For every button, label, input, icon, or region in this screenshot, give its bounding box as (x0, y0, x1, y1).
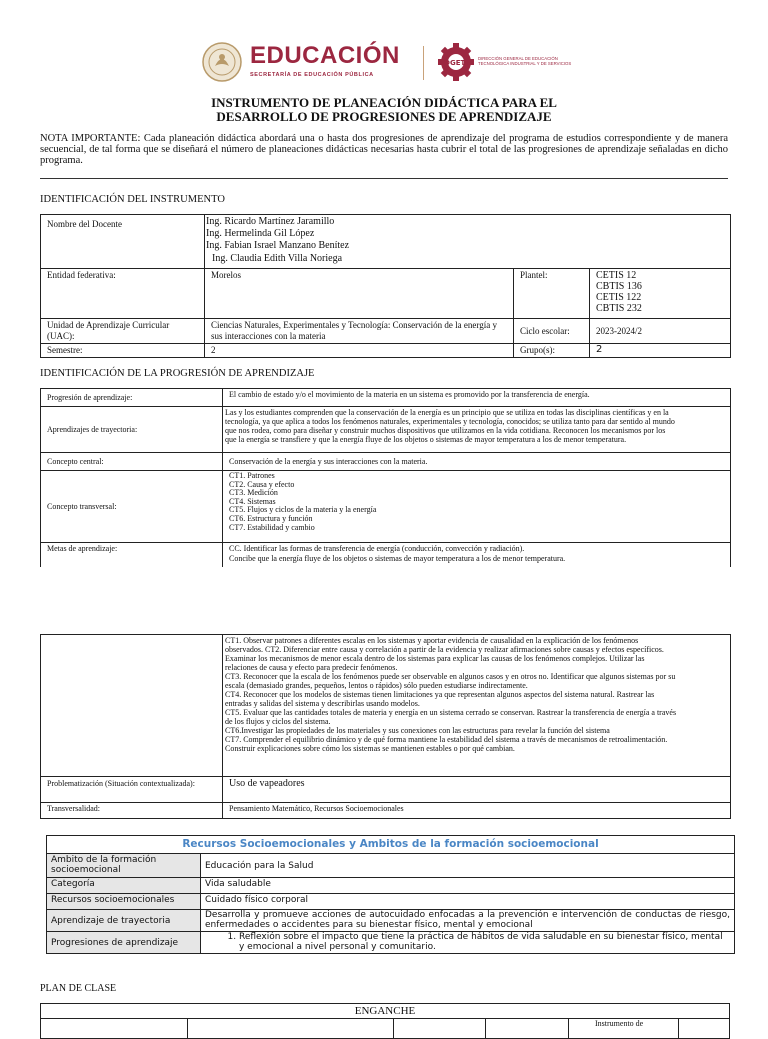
socio-progresiones-value (201, 932, 735, 954)
gear-text: DGETI (444, 59, 468, 67)
title-line1: INSTRUMENTO DE PLANEACIÓN DIDÁCTICA PARA EL (211, 95, 557, 110)
metas-label: Metas de aprendizaje: (41, 543, 223, 567)
ciclo-label: Ciclo escolar: (514, 319, 590, 344)
transversal-item: CT1. Patrones (229, 471, 275, 480)
semestre-value: 2 (205, 344, 514, 358)
brand-name: EDUCACIÓN (250, 42, 400, 69)
plantel-item: CETIS 122 (596, 292, 642, 303)
socio-ambito-value: Educación para la Salud (201, 854, 735, 878)
plan-cell (41, 1019, 188, 1039)
transversal-item: CT4. Sistemas (229, 496, 276, 506)
national-seal-icon (202, 42, 242, 82)
transversal-value (223, 471, 731, 543)
grupo-value: 2 (590, 344, 731, 358)
metas-cont-line: relaciones de causa y efecto para predecir fenómenos. (225, 663, 398, 672)
plan-label: PLAN DE CLASE (40, 983, 117, 994)
trayectoria-line: que nos rodea, como para diseñar y construir muchos dispositivos que utilizamos en la vida cotidiana. Reconocen los mecanismos por los (225, 426, 666, 435)
dgeti-gear-icon (438, 42, 474, 82)
socio-trayectoria-label: Aprendizaje de trayectoria (47, 910, 201, 932)
plantel-label: Plantel: (514, 269, 590, 319)
dgeti-line1: DIRECCIÓN GENERAL DE EDUCACIÓN (478, 56, 558, 61)
transversal-label: Concepto transversal: (41, 471, 223, 543)
plan-cell (188, 1019, 394, 1039)
docente-name: Ing. Fabian Israel Manzano Benítez (206, 240, 350, 251)
uac-label: Unidad de Aprendizaje Curricular (UAC): (41, 319, 205, 344)
plan-table (40, 1003, 730, 1039)
docente-name: Ing. Hermelinda Gil López (206, 228, 315, 239)
plantel-item: CETIS 12 (596, 270, 637, 281)
metas-cont-line: CT6.Investigar las propiedades de los materiales y sus conexiones con las estructuras para revelar la función del sistema (225, 726, 610, 735)
identification-table (40, 214, 731, 358)
divider (40, 178, 728, 179)
metas-cont-line: CT1. Observar patrones a diferentes escalas en los sistemas y aportar evidencia de causalidad en la explicación de los fenómenos (225, 636, 639, 645)
socioemotional-table (46, 835, 735, 954)
grupo-label: Grupo(s): (514, 344, 590, 358)
page-title (0, 96, 768, 124)
problem-value: Uso de vapeadores (223, 777, 731, 803)
ciclo-value: 2023-2024/2 (590, 319, 731, 344)
central-label: Concepto central: (41, 453, 223, 471)
metas-item: CC. Identificar las formas de transferencia de energía (conducción, convección y radiación). (229, 544, 525, 553)
transversal-item: CT7. Estabilidad y cambio (229, 522, 315, 532)
title-line2: DESARROLLO DE PROGRESIONES DE APRENDIZAJE (216, 109, 552, 124)
socio-progresion-item: 1. Reflexión sobre el impacto que tiene la práctica de hábitos de vida saludable en su bienestar físico, mental y emocional a nivel personal y comunitario. (239, 933, 730, 952)
enganche-header: ENGANCHE (41, 1004, 730, 1019)
trayectoria-line: que la energía se transfiere y que la energía fluye de los objetos o sistemas de mayor temperatura a los de menor temperatura. (225, 435, 627, 444)
metas-cont-line: CT4. Reconocer que los modelos de sistemas tienen limitaciones ya que representan algunos aspectos del sistema natural. Rastrear las (225, 690, 655, 699)
trayectoria-label: Aprendizajes de trayectoria: (41, 407, 223, 453)
logo-divider (423, 46, 424, 80)
transversal-item: CT6. Estructura y función (229, 513, 313, 523)
section-progression: IDENTIFICACIÓN DE LA PROGRESIÓN DE APRENDIZAJE (40, 368, 315, 379)
metas-value (223, 543, 731, 567)
metas-cont-line: observados. CT2. Diferenciar entre causa y correlación a partir de la evidencia y realizar afirmaciones sobre causas y efectos específicos. (225, 645, 664, 654)
socio-categoria-label: Categoría (47, 878, 201, 894)
header-logos (200, 40, 580, 88)
instrumento-label: Instrumento de (569, 1019, 679, 1039)
metas-continuation (223, 635, 731, 777)
entidad-value: Morelos (205, 269, 514, 319)
entidad-label: Entidad federativa: (41, 269, 205, 319)
metas-cont-line: entradas y salidas del sistema y describirlas usando modelos. (225, 699, 420, 708)
brand-subtitle: SECRETARÍA DE EDUCACIÓN PÚBLICA (250, 72, 374, 78)
trayectoria-line: tecnología, ya que aplica a todos los fenómenos naturales, experimentales y tecnología, conocidos; se utiliza tanto para dar sentido al mundo (225, 417, 675, 426)
plantel-item: CBTIS 136 (596, 281, 642, 292)
plan-cell (394, 1019, 486, 1039)
empty-cell (41, 635, 223, 777)
transversal-item: CT5. Flujos y ciclos de la materia y la energía (229, 505, 377, 515)
socio-categoria-value: Vida saludable (201, 878, 735, 894)
docente-name: Ing. Ricardo Martínez Jaramillo (206, 216, 335, 227)
progresion-value: El cambio de estado y/o el movimiento de la materia en un sistema es promovido por la transferencia de energía. (223, 389, 731, 407)
socio-trayectoria-value: Desarrolla y promueve acciones de autocuidado enfocadas a la prevención e intervención de conductas de riesgo, enfermedades o accidentes para su bienestar físico, mental y emocional (201, 910, 735, 932)
socio-progresiones-label: Progresiones de aprendizaje (47, 932, 201, 954)
transv-label: Transversalidad: (41, 803, 223, 819)
metas-cont-line: Examinar los mecanismos de menor escala dentro de los sistemas para explicar las causas de los fenómenos complejos. Utilizar las (225, 654, 645, 663)
socio-progresiones-list (205, 933, 730, 952)
metas-cont-line: Construir explicaciones sobre cómo los sistemas se mantienen estables o por qué cambian. (225, 744, 515, 753)
plantel-item: CBTIS 232 (596, 303, 642, 314)
socio-title: Recursos Socioemocionales y Ambitos de la formación socioemocional (47, 836, 735, 854)
dgeti-line2: TECNOLÓGICA INDUSTRIAL Y DE SERVICIOS (478, 61, 572, 66)
progresion-label: Progresión de aprendizaje: (41, 389, 223, 407)
trayectoria-line: Las y los estudiantes comprenden que la conservación de la energía es un principio que se utiliza en todas las disciplinas científicas y en la (225, 408, 669, 417)
socio-ambito-label: Ambito de la formación socioemocional (47, 854, 201, 878)
transversal-item: CT3. Medición (229, 488, 278, 498)
metas-cont-line: escala (demasiado grandes, pequeños, lentos o rápidos) sólo pueden estudiarse indirectamente. (225, 681, 528, 690)
central-value: Conservación de la energía y sus interacciones con la materia. (223, 453, 731, 471)
socio-recursos-value: Cuidado físico corporal (201, 894, 735, 910)
trayectoria-value (223, 407, 731, 453)
socio-recursos-label: Recursos socioemocionales (47, 894, 201, 910)
important-note: NOTA IMPORTANTE: Cada planeación didáctica abordará una o hasta dos progresiones de aprendizaje del programa de estudios correspondiente y de manera secuencial, de tal forma que se diseñará el número de planeaciones didácticas necesarias hasta cubrir el total de las progresiones de aprendizaje señaladas en dicho programa. (40, 133, 728, 166)
plan-cell (486, 1019, 569, 1039)
metas-item: Concibe que la energía fluye de los objetos o sistemas de mayor temperatura a los de menor temperatura. (229, 554, 566, 563)
docentes-cell (205, 215, 731, 269)
plan-cell (679, 1019, 730, 1039)
transversal-item: CT2. Causa y efecto (229, 479, 295, 489)
problem-label: Problematización (Situación contextualizada): (41, 777, 223, 803)
semestre-label: Semestre: (41, 344, 205, 358)
transv-value: Pensamiento Matemático, Recursos Socioemocionales (223, 803, 731, 819)
metas-continuation-table (40, 634, 731, 819)
dgeti-label (478, 56, 588, 66)
metas-cont-line: CT7. Comprender el equilibrio dinámico y de qué forma mantiene la estabilidad del sistema a través de mecanismos de retroalimentación. (225, 735, 668, 744)
metas-cont-line: CT3. Reconocer que la escala de los fenómenos puede ser observable en algunos casos y en otros no. Identificar que algunos sistemas por su (225, 672, 676, 681)
plantel-values (590, 269, 731, 319)
metas-cont-line: CT5. Evaluar que las cantidades totales de materia y energía en un sistema cerrado se conservan. Rastrear la transferencia de energía a través (225, 708, 677, 717)
progression-table (40, 388, 731, 567)
section-identification: IDENTIFICACIÓN DEL INSTRUMENTO (40, 194, 225, 205)
docente-label: Nombre del Docente (41, 215, 205, 269)
docente-name: Ing. Claudia Edith Villa Noriega (212, 253, 343, 264)
metas-cont-line: de los flujos y ciclos del sistema. (225, 717, 331, 726)
uac-value: Ciencias Naturales, Experimentales y Tecnología: Conservación de la energía y sus interacciones con la materia (205, 319, 514, 344)
